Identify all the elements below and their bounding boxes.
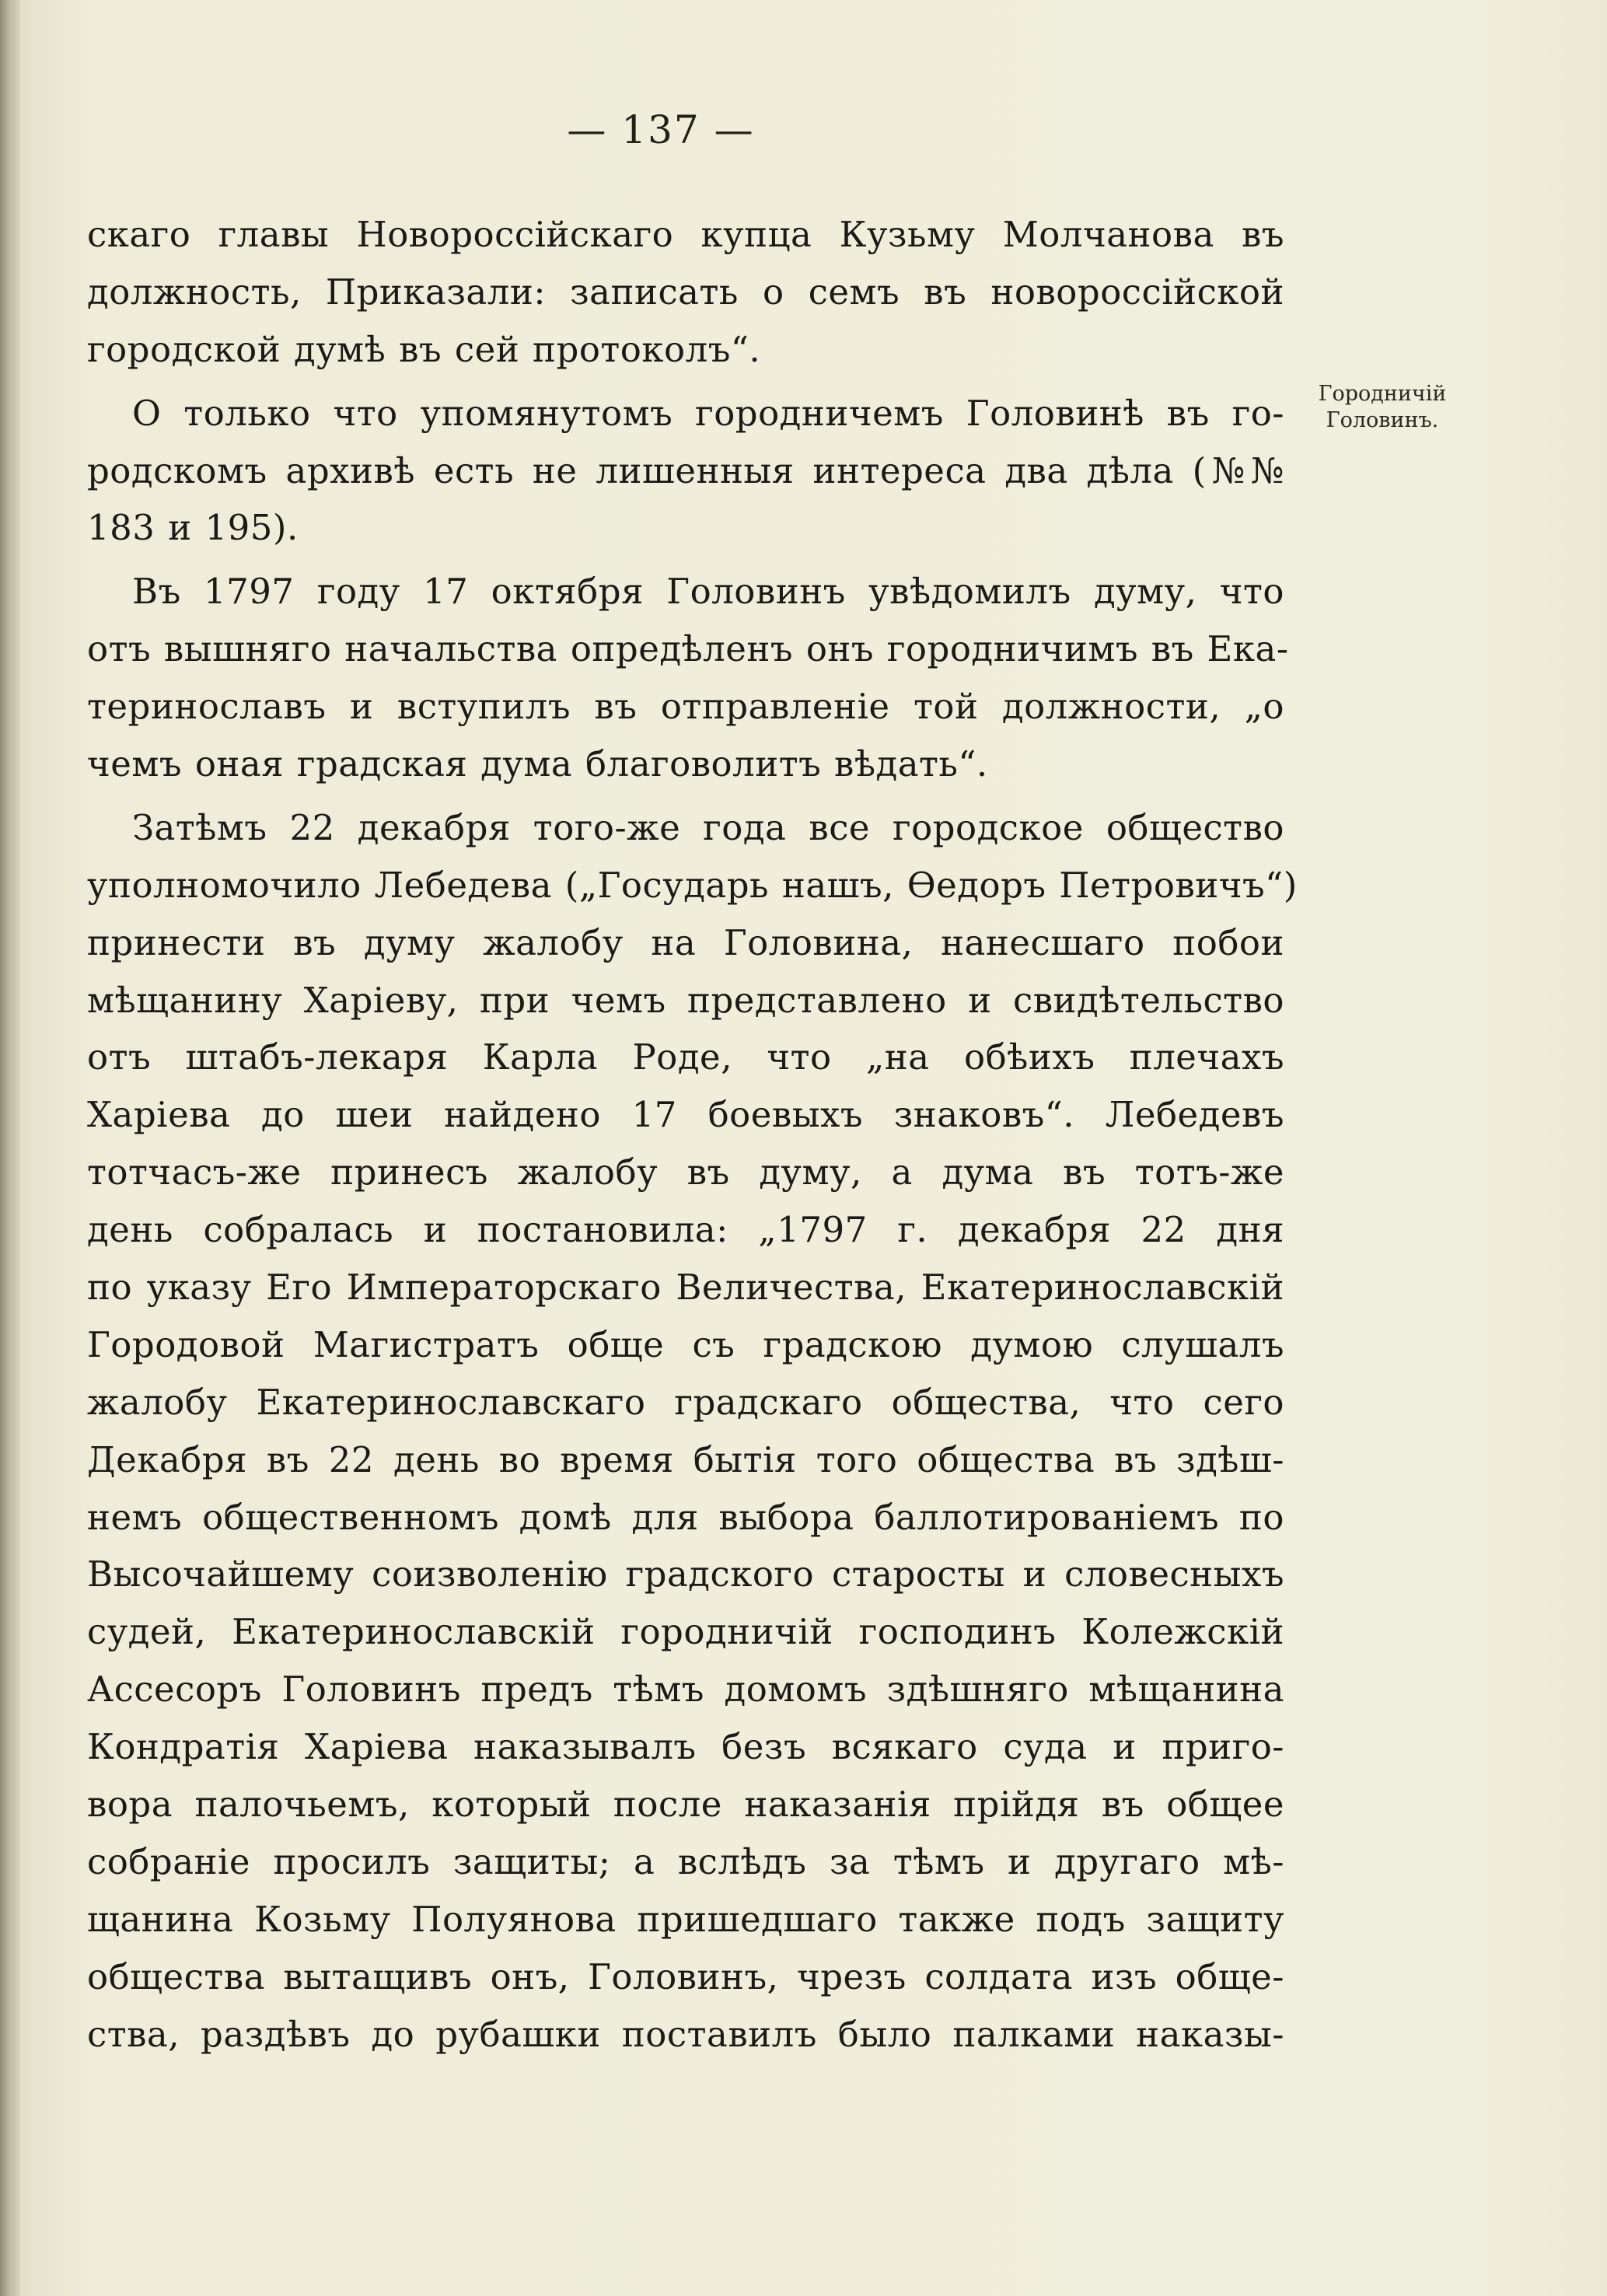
text-line: ства, раздѣвъ до рубашки поставилъ было палками наказы-	[87, 2013, 1284, 2055]
text-line: Харіева до шеи найдено 17 боевыхъ знаковъ“. Лебедевъ	[87, 1094, 1284, 1136]
text-line: жалобу Екатеринославскаго градскаго общества, что сего	[87, 1381, 1284, 1423]
text-line: общества вытащивъ онъ, Головинъ, чрезъ солдата изъ обще-	[87, 1955, 1284, 1997]
margin-note-line: Головинъ.	[1326, 408, 1439, 432]
text-line: тотчасъ-же принесъ жалобу въ думу, а дума въ тотъ-же	[87, 1151, 1284, 1193]
text-line: уполномочило Лебедева („Государь нашъ, Өедоръ Петровичъ“)	[87, 864, 1298, 906]
text-line: щанина Козьму Полуянова пришедшаго также подъ защиту	[87, 1898, 1284, 1940]
text-line: Затѣмъ 22 декабря того-же года все городское общество	[132, 806, 1284, 848]
text-line: городской думѣ въ сей протоколъ“.	[87, 328, 761, 370]
body-text	[87, 206, 1298, 2064]
text-line: Городовой Магистратъ обще съ градскою думою слушалъ	[87, 1323, 1284, 1365]
text-line: Высочайшему соизволенію градского старосты и словесныхъ	[87, 1553, 1284, 1595]
binding-edge	[0, 0, 20, 2296]
text-line: немъ общественномъ домѣ для выбора баллотированіемъ по	[87, 1496, 1284, 1538]
text-line: О только что упомянутомъ городничемъ Головинѣ въ го-	[132, 392, 1284, 434]
margin-note-line: Городничій	[1318, 382, 1447, 406]
text-line: Кондратія Харіева наказывалъ безъ всякаго суда и приго-	[87, 1726, 1284, 1768]
page-number: — 137 —	[567, 107, 755, 152]
text-line: судей, Екатеринославскій городничій господинъ Колежскій	[87, 1611, 1284, 1653]
text-line: 183 и 195).	[87, 507, 299, 549]
text-line: отъ вышняго начальства опредѣленъ онъ городничимъ въ Ека-	[87, 628, 1289, 670]
text-line: скаго главы Новороссійскаго купца Кузьму Молчанова въ	[87, 214, 1284, 255]
text-line: вора палочьемъ, который после наказанія прійдя въ общее	[87, 1784, 1284, 1826]
text-line: мѣщанину Харіеву, при чемъ представлено и свидѣтельство	[87, 979, 1284, 1021]
text-line: Ассесоръ Головинъ предъ тѣмъ домомъ здѣшняго мѣщанина	[87, 1669, 1284, 1711]
text-line: собраніе просилъ защиты; а вслѣдъ за тѣмъ и другаго мѣ-	[87, 1840, 1284, 1882]
text-line: принести въ думу жалобу на Головина, нанесшаго побои	[87, 921, 1284, 963]
margin-note	[1297, 381, 1468, 434]
text-line: должность, Приказали: записать о семъ въ новороссійской	[87, 271, 1284, 313]
text-line: теринославъ и вступилъ въ отправленіе той должности, „о	[87, 686, 1284, 728]
text-line: чемъ оная градская дума благоволитъ вѣдать“.	[87, 743, 988, 785]
text-line: Декабря въ 22 день во время бытія того общества въ здѣш-	[87, 1438, 1284, 1480]
text-line: по указу Его Императорскаго Величества, Екатеринославскій	[87, 1267, 1284, 1309]
text-line: отъ штабъ-лекаря Карла Роде, что „на обѣихъ плечахъ	[87, 1036, 1284, 1078]
text-line: день собралась и постановила: „1797 г. декабря 22 дня	[87, 1209, 1284, 1251]
text-line: родскомъ архивѣ есть не лишенныя интереса два дѣла (№№	[87, 449, 1284, 491]
text-line: Въ 1797 году 17 октября Головинъ увѣдомилъ думу, что	[132, 571, 1284, 613]
